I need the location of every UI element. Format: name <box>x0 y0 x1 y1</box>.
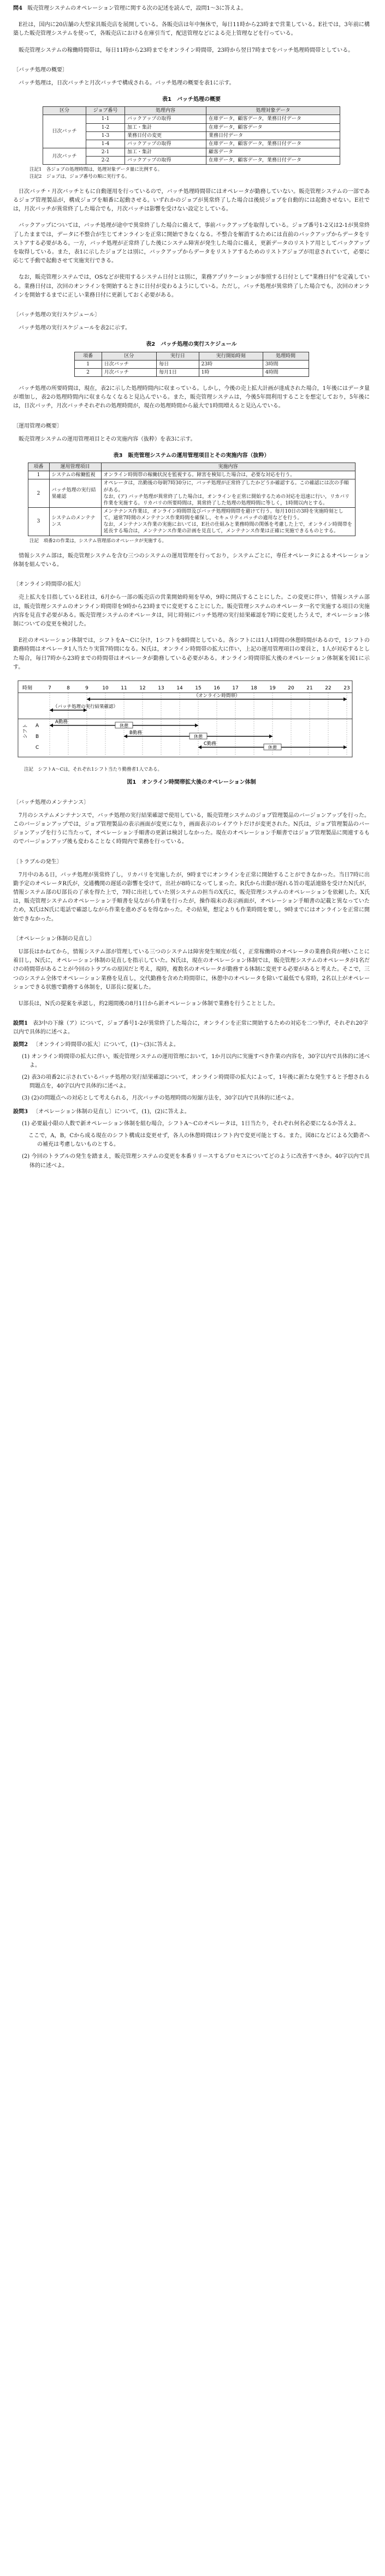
shift-name-label: C勤務 <box>203 741 216 747</box>
sub-question-note: ここで，A，B，Cから成る現在のシフト構成は変更せず，各人の休憩時間はシフト内で変更可能とする。また，図8になどによる欠勤者への補充は考慮しないものとする。 <box>28 1133 370 1148</box>
sub-question-text: 必要最小限の人数で新オペレーション体制を組む場合，シフトA～Cのオペレータは，1日当たり，それぞれ何名必要になるか答えよ。 <box>31 1120 360 1127</box>
hour-tick-label: 22 <box>324 685 331 691</box>
table-row <box>43 140 340 148</box>
table2 <box>74 352 309 377</box>
table2-caption: 表2 バッチ処理の実行スケジュール <box>146 341 237 348</box>
table1-group-label: 日次バッチ <box>43 115 86 148</box>
table-cell: 2-1 <box>86 148 125 157</box>
sub-question <box>22 1152 370 1170</box>
table-cell: 1時 <box>199 368 263 376</box>
table-cell: 月次バッチ <box>102 368 156 376</box>
hour-tick-label: 17 <box>232 685 239 691</box>
hour-tick-label: 20 <box>287 685 294 691</box>
table-cell <box>101 479 355 508</box>
shift-arrowhead-right <box>269 734 273 738</box>
table-row <box>28 479 355 508</box>
table-row <box>28 471 355 479</box>
table-cell: 1 <box>28 471 49 479</box>
hour-tick-label: 8 <box>66 685 70 691</box>
table-cell: 2-2 <box>86 157 125 165</box>
body-paragraph: 売上拡大を目指しているE社は，6月から一部の販売店の営業開始時刻を早め，9時に開店することにした。この変更に伴い，情報システム部は，販売管理システムのオンライン時間帯を9時から23時までに変更することにした。販売管理システムのオペレータ一名で実施する項目の実施内容を見直す必要がある。販売管理システムのオペレータは，同じ時刻にバッチ処理の実行結果確認を7時に変更したうえで，オペレーション体制についての変更を検討した。 <box>13 595 370 627</box>
section-lead: バッチ処理の実行スケジュールを表2に示す。 <box>19 325 131 332</box>
table1-header: 区分 <box>43 107 86 115</box>
table-cell: 1 <box>74 360 102 368</box>
shift-label: A <box>35 723 39 729</box>
question-text: 表3中の下線（ア）について，ジョブ番号1-2が異常終了した場合に，オンラインを正常に開始するための対応を二つ挙げ，それぞれ20字以内で具体的に述べよ。 <box>13 1020 369 1036</box>
table2-header: 実行開始時刻 <box>199 352 263 360</box>
table2-header: 実行日 <box>157 352 199 360</box>
table3-header: 項番 <box>28 463 49 471</box>
table-cell: 在庫データ，顧客データ，業務日付データ <box>206 140 340 148</box>
table3 <box>28 463 356 536</box>
hour-tick-label: 18 <box>250 685 257 691</box>
cell-line: なお，(ア) バッチ処理が異常終了した場合は，オンラインを正常に開始するための対応を迅速に行い，リカバリ作業を実施する。リカバリの所要時間は，異常終了した処理の処理時間に等しく，1時間以内とする。 <box>103 494 350 506</box>
table-cell: 1-1 <box>86 115 125 123</box>
table-cell: 加工・集計 <box>125 148 206 157</box>
exam-page <box>0 0 385 1170</box>
table-cell: バックアップの取得 <box>125 157 206 165</box>
sub-question <box>22 1120 370 1128</box>
table1-group-label: 月次バッチ <box>43 148 86 165</box>
hour-tick-label: 16 <box>213 685 220 691</box>
shift-group-label: シフト <box>22 723 28 738</box>
hour-tick-label: 9 <box>85 685 88 691</box>
body-paragraph: 7月中のある日，バッチ処理が異常終了し，リカバリを実施したが，9時までにオンラインを正常に開始することができなかった。当日7時に出勤予定のオペレータR氏が，交通機関の遅延の影響を受けて，出社が8時になってしまった。R氏から出勤が遅れる旨の電話連絡を受けたN氏が，情報システム部のU部長の了承を得た上で，7時に出社していた別システムの担当のX氏に，販売管理システムのオペレーションを依頼した。X氏は，販売管理システムのオペレーション手順書を見ながら作業を行ったが，操作端末の表示画面が，オペレーション手順書の記載と異なっていたため，X氏はN氏に電話で確認しながら作業を進めざるを得なかった。その結果，想定よりも作業時間を要し，9時までにはオンラインを正常に開始できなかった。 <box>13 872 370 922</box>
table-cell: 在庫データ，顧客データ，業務日付データ <box>206 157 340 165</box>
table-cell: 加工・集計 <box>125 123 206 131</box>
table1-header: 処理内容 <box>125 107 206 115</box>
table-row <box>43 157 340 165</box>
sub-question-text: 表3の項番2に示されているバッチ処理の実行結果確認について，オンライン時間帯の拡大によって，1年後に新たな発生すると予想される問題点を，40字以内で具体的に述べよ。 <box>29 1074 370 1090</box>
table-cell: 毎月1日 <box>157 368 199 376</box>
table3-header: 運用管理項目 <box>49 463 101 471</box>
table-cell: 3時間 <box>263 360 309 368</box>
cell-line: メンテナンス作業は，オンライン時間帯及びバッチ処理時間帯を避けて行う。毎月10日の3時を実施時刻として，通常7時間のメンテナンス作業時間を確保し，セキュリティパッチの適用などを行う。 <box>103 508 343 521</box>
table-cell: 2 <box>74 368 102 376</box>
table-cell: バッチ処理の実行結果確認 <box>49 479 101 508</box>
hour-tick-label: 15 <box>194 685 202 691</box>
table-note: 注記1 各ジョブの処理時間は，処理対象データ量に比例する。 <box>29 167 163 173</box>
body-paragraph: バックアップについては，バッチ処理が途中で異常終了した場合に備えて，事前バックアップを取得している。ジョブ番号1-2又は2-1が異常終了したままでは，データに不整合が生じてオンラインを正常に開始できなくなる。不整合を解消するためには直前のバックアップからデータをリストアする必要がある。一方，バッチ処理が正常終了した後にシステム障害が発生した場合に備え，更新データのリストア用としてバックアップを取得している。また，表1に示したジョブとは別に，バックアップからデータをリストアするためのリストアジョブが用意されていて，必要に応じて手動で起動させて実施実行できる。 <box>13 223 370 265</box>
table3-header: 実施内容 <box>101 463 355 471</box>
body-paragraph: 日次バッチ・月次バッチともに自動運用を行っているので，バッチ処理時間帯にはオペレータが勤務していない。販売管理システムの一部であるジョブ管理製品が，構成ジョブを順番に起動させる。いずれかのジョブが異常終了した場合は後続ジョブを自動的には起動させない。E社では，月次バッチが異常終了した場合でも，月次バッチは影響を受けない設定としている。 <box>13 188 370 213</box>
sub-question-number: (1) <box>22 1120 30 1127</box>
cell-line: オンライン時間帯の稼働状況を監視する。障害を検知した場合は，必要な対応を行う。 <box>103 472 295 478</box>
body-paragraph: なお，販売管理システムでは，OSなどが使用するシステム日付とは別に，業務アプリケーションが参照する日付として"業務日付"を定義している。業務日付は，次回のオンラインを開始するときに日付が変わるようにしている。ただし，バッチ処理が異常終了した場合でも，次回のオンラインを開始するまでに正しい業務日付に更新しておく必要がある。 <box>13 274 370 298</box>
intro-paragraph: E社は，国内に20店舗の大型家具販売店を展開している。各販売店は年中無休で，毎日11時から23時まで営業している。E社では，3年前に構築した販売管理システムを使って，各販売店における在庫引当て，配送管理などによる売上管理などを行っている。 <box>13 22 370 37</box>
section-lead: 販売管理システムの運用管理項目とその実施内容（抜粋）を表3に示す。 <box>19 436 196 442</box>
question-number: 問4 <box>13 5 22 11</box>
break-label: 休憩 <box>119 723 128 728</box>
figure1-caption: 図1 オンライン時間帯拡大後のオペレーション体制 <box>127 779 256 786</box>
sub-question-number: (1) <box>22 1053 30 1060</box>
table1-caption: 表1 バッチ処理の概要 <box>162 97 221 103</box>
table-cell <box>101 507 355 536</box>
track-label: （バッチ処理の実行結果確認） <box>52 704 118 710</box>
table-cell: 業務日付データ <box>206 131 340 140</box>
hour-tick-label: 14 <box>176 685 183 691</box>
table-cell: 毎日 <box>157 360 199 368</box>
shift-arrowhead-right <box>343 745 347 749</box>
intro-paragraph: 販売管理システムの稼働時間帯は，毎日11時から23時までをオンライン時間帯，23時から翌日7時までをバッチ処理時間帯としている。 <box>19 47 354 53</box>
body-paragraph: バッチ処理の所要時間は，現在，表2に示した処理時間内に収まっている。しかし，今後の売上拡大計画が達成された場合，1年後にはデータ量が増加し，表2の処理時間内に収まらなくなると見込んでいる。また，販売管理システムは，今後5年間利用することを想定しており，5年後には，日次バッチ，月次バッチそれぞれの処理時間が，現在の処理時間から最大で1時間増えると見込んでいる。 <box>13 385 370 410</box>
table-row <box>43 148 340 157</box>
question-header <box>13 4 370 13</box>
shift-arrowhead-left <box>50 723 53 727</box>
table-row <box>43 123 340 131</box>
table-cell: 3 <box>28 507 49 536</box>
table3-note: 注記 項番2の作業は，システム管理部のオペレータが実施する。 <box>29 538 167 544</box>
table-row <box>43 115 340 123</box>
table-cell: 在庫データ，顧客データ <box>206 123 340 131</box>
sub-question <box>22 1094 370 1103</box>
table1-header: ジョブ番号 <box>86 107 125 115</box>
table-cell: システムのメンテナンス <box>49 507 101 536</box>
break-label: 休憩 <box>193 734 203 739</box>
shift-arrowhead-left <box>124 734 127 738</box>
section-heading: 〔オペレーション体制の見直し〕 <box>13 935 95 942</box>
hour-tick-label: 19 <box>269 685 276 691</box>
table-cell: システムの稼働監視 <box>49 471 101 479</box>
table1-notes <box>29 166 370 180</box>
cell-line: オペレータは，出勤後の毎朝7時30分に，バッチ処理が正常終了したかどうか確認する。この確認には次の手順がある。 <box>103 481 349 493</box>
question-label: 設問1 <box>13 1020 28 1027</box>
figure1-note: 注記 シフトA～Cは，それぞれ1シフト当たり勤務者1人である。 <box>24 767 162 773</box>
table-cell: バックアップの取得 <box>125 140 206 148</box>
sub-question <box>22 1073 370 1091</box>
question-3 <box>13 1108 370 1116</box>
table-cell: 1-3 <box>86 131 125 140</box>
table-cell: 1-4 <box>86 140 125 148</box>
track-arrowhead-right <box>343 697 347 701</box>
table-cell: 4時間 <box>263 368 309 376</box>
shift-arrowhead-left <box>198 745 202 749</box>
table-cell: バックアップの取得 <box>125 115 206 123</box>
section-lead: バッチ処理は，日次バッチと月次バッチで構成される。バッチ処理の概要を表1に示す。 <box>19 80 235 86</box>
section-heading: 〔運用管理の概要〕 <box>13 423 62 429</box>
table-row <box>43 131 340 140</box>
hour-tick-label: 13 <box>157 685 164 691</box>
table2-header: 項番 <box>74 352 102 360</box>
question-text: 〔オペレーション体制の見直し〕について，(1)，(2)に答えよ。 <box>33 1108 190 1115</box>
body-paragraph: 7月のシステムメンテナンスで，バッチ処理の実行結果確認で使用している，販売管理システムのジョブ管理製品のバージョンアップを行った。このバージョンアップでは，ジョブ管理製品の表示画面が変更になり，画面表示のレイアウトだけが変更された。N氏は，ジョブ管理製品のバージョンアップを行うに当たって，オペレーション手順書の更新は検討しなかった。現在のオペレーション手順書ではジョブ管理製品に関連するものでバージョンアップ後も変わることなく時間内で業務を行っている。 <box>13 812 370 845</box>
hour-tick-label: 21 <box>306 685 313 691</box>
table-row <box>74 360 309 368</box>
sub-question-number: (2) <box>22 1074 30 1081</box>
shift-name-label: B勤務 <box>129 730 142 736</box>
section-heading: 〔バッチ処理のメンテナンス〕 <box>13 799 90 806</box>
track-arrowhead-left <box>87 697 90 701</box>
figure1-shift-chart <box>17 680 366 765</box>
table3-caption: 表3 販売管理システムの運用管理項目とその実施内容（抜粋） <box>113 452 270 459</box>
body-paragraph: U部長はかねてから，情報システム部が管理している三つのシステムは障害発生頻度が低く，正常稼働時のオペレータの業務負荷が軽いことに着目し，N氏に，オペレーション体制の見直しを指示していた。N氏は，現在のオペレーション体制では，販売管理システムのオペレータが1名だけの時間帯があることが今回のトラブルの原因だと考え，現時，複数名のオペレータが勤務する体制に変更する必要があると考えた。そこで，三つのシステム全体でオペレーション業務を見直し，交代勤務を含めた時間帯に，休憩中のオペレータを除いて最低でも常時，2名以上がオペレーションできる状態で勤務する体制を，U部長に提案した。 <box>13 949 370 990</box>
table-cell: 1-2 <box>86 123 125 131</box>
body-paragraph: 情報システム部は，販売管理システムを含む三つのシステムの運用管理を行っており，システムごとに，専任オペレータによるオペレーション体制を組んでいる。 <box>13 553 370 568</box>
hour-tick-label: 11 <box>120 685 127 691</box>
table1 <box>43 106 340 165</box>
hour-tick-label: 12 <box>139 685 146 691</box>
break-label: 休憩 <box>268 744 277 750</box>
table1-header: 処理対象データ <box>206 107 340 115</box>
shift-arrowhead-right <box>195 723 198 727</box>
section-heading: 〔バッチ処理の実行スケジュール〕 <box>13 311 100 318</box>
sub-question-text: オンライン時間帯の拡大に伴い，販売管理システムの運用管理において，1か月以内に実施すべき作業の内容を，30字以内で具体的に述べよ。 <box>29 1053 370 1068</box>
section-heading: 〔バッチ処理の概要〕 <box>13 67 68 73</box>
section-heading: 〔トラブルの発生〕 <box>13 858 62 865</box>
shift-chart-svg <box>17 680 366 761</box>
hour-tick-label: 10 <box>102 685 109 691</box>
sub-question-text: (2)の問題点への対応として考えられる，月次バッチの処理時間の短縮方法を，30字以内で具体的に述べよ。 <box>31 1095 298 1102</box>
table2-header: 処理時間 <box>263 352 309 360</box>
table2-header: 区分 <box>102 352 156 360</box>
table-note: 注記2 ジョブは，ジョブ番号の順に実行する。 <box>29 173 130 179</box>
table-cell <box>101 471 355 479</box>
shift-name-label: A勤務 <box>55 719 68 725</box>
table-cell: 業務日付の変更 <box>125 131 206 140</box>
cell-line: なお，メンテナンス作業の実施においては，E社の仕組みと業務時間の関係を考慮した上で，オンライン時間帯を延長する場合は，メンテナンス作業の計画を見直して，メンテナンス作業は正確に実施できるものとする。 <box>103 522 352 535</box>
hour-tick-label: 23 <box>343 685 350 691</box>
table-cell: 2 <box>28 479 49 508</box>
question-title: 販売管理システムのオペレーション管理に関する次の記述を読んで，設問1～3に答えよ。 <box>27 5 247 11</box>
shift-label: C <box>35 744 39 750</box>
table-row <box>28 507 355 536</box>
track-label: （オンライン時間帯） <box>193 693 240 699</box>
table-cell: 顧客データ <box>206 148 340 157</box>
question-text: 〔オンライン時間帯の拡大〕について，(1)～(3)に答えよ。 <box>33 1041 179 1048</box>
hour-tick-label: 7 <box>48 685 51 691</box>
question-label: 設問3 <box>13 1108 28 1115</box>
sub-question-number: (2) <box>22 1154 30 1160</box>
shift-label: B <box>35 734 39 740</box>
section-heading: 〔オンライン時間帯の拡大〕 <box>13 581 84 588</box>
body-paragraph: E社のオペレーション体制では，シフトをA～Cに分け，1シフトを8時間としている。各シフトには1人1時間の休憩時間があるので，1シフトの勤務時間はオペレータ1人当たり実質7時間になる。N氏は，オンライン時間帯の拡大に伴い，上記の運用管理項目の要員と，1人が対応するとした場合，毎日7時から23時までの時間帯はオペレータが勤務している必要がある。オンライン時間帯拡大後のオペレーション体制案を図1に示す。 <box>13 638 370 670</box>
hour-axis-label: 時刻 <box>22 685 32 691</box>
sub-question-number: (3) <box>22 1095 30 1102</box>
table-cell: 23時 <box>199 360 263 368</box>
body-paragraph: U部長は，N氏の提案を承認し，約2週間後の8月1日から新オペレーション体制で業務を行うこととした。 <box>19 1000 279 1007</box>
table-row <box>74 368 309 376</box>
sub-question-text: 今回のトラブルの発生を踏まえ，販売管理システムの変更を本番リリースするプロセスについてどのように改善すべきか。40字以内で具体的に述べよ。 <box>29 1154 370 1169</box>
question-1 <box>13 1019 370 1037</box>
table-cell: 日次バッチ <box>102 360 156 368</box>
sub-question <box>22 1053 370 1070</box>
question-2 <box>13 1041 370 1049</box>
table-cell: 在庫データ，顧客データ，業務日付データ <box>206 115 340 123</box>
question-label: 設問2 <box>13 1041 28 1048</box>
